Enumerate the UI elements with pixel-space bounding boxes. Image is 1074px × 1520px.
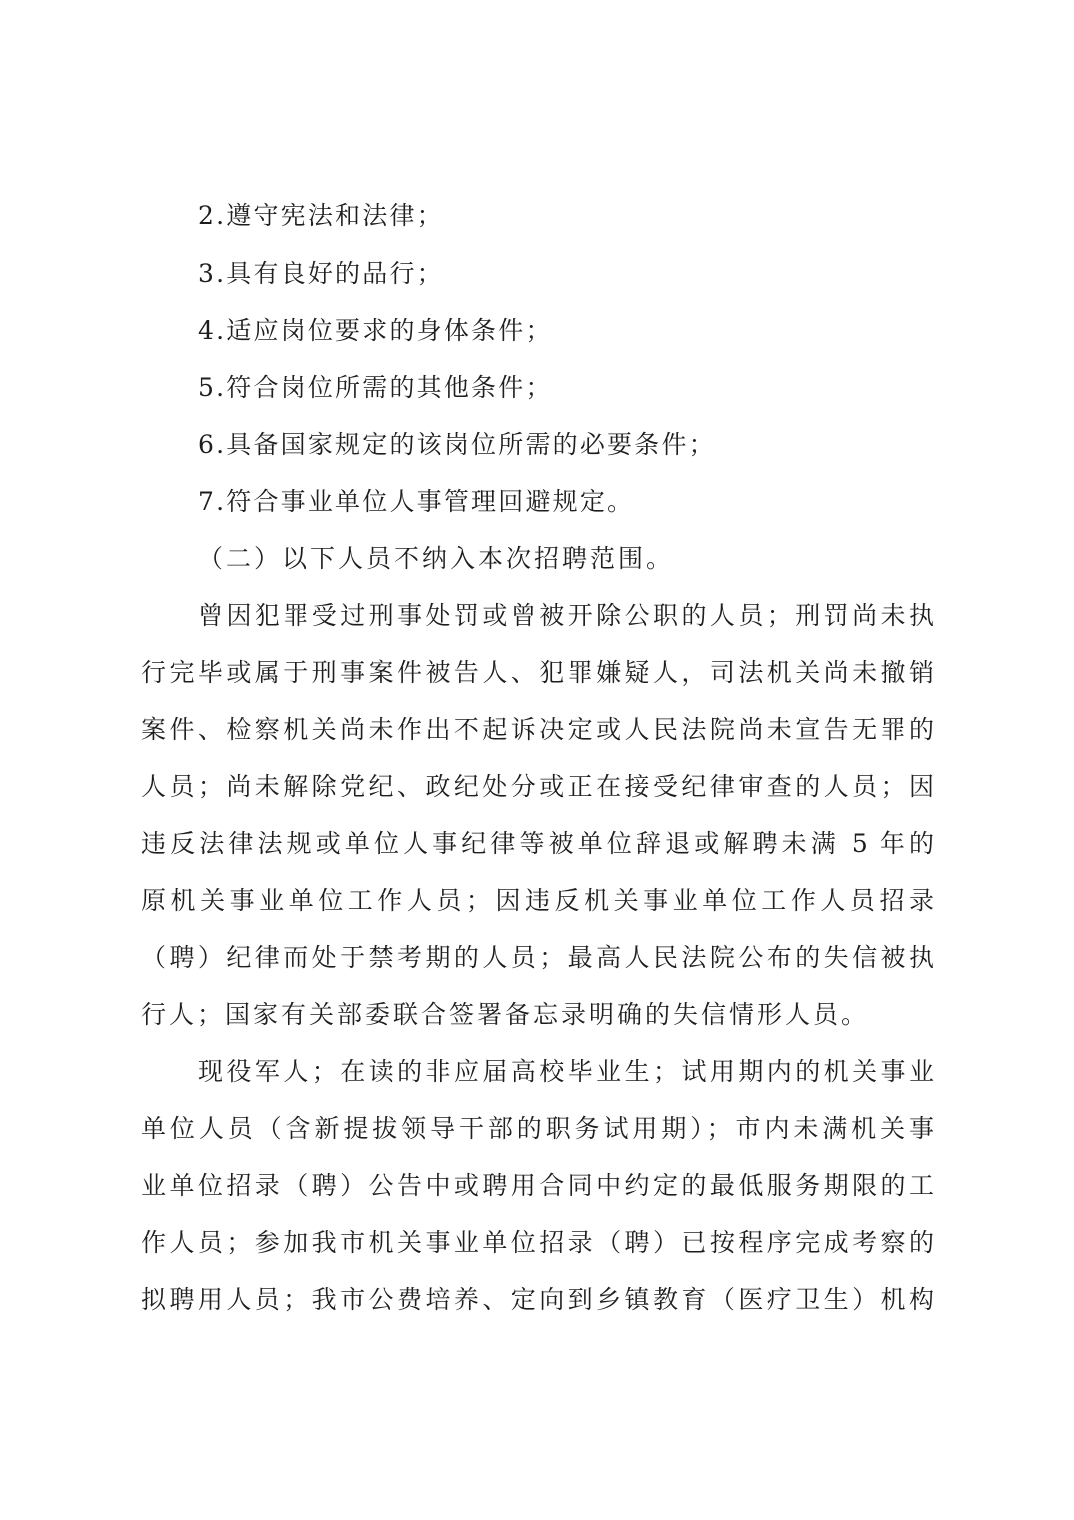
list-item-5: 5.符合岗位所需的其他条件； (198, 373, 553, 402)
paragraph-1-line: （聘）纪律而处于禁考期的人员；最高人民法院公布的失信被执 (141, 943, 934, 972)
paragraph-2-line: 业单位招录（聘）公告中或聘用合同中约定的最低服务期限的工 (141, 1171, 934, 1200)
paragraph-2-line: 拟聘用人员；我市公费培养、定向到乡镇教育（医疗卫生）机构 (141, 1285, 934, 1314)
list-item-2: 2.遵守宪法和法律； (198, 201, 444, 230)
paragraph-1-line: 行完毕或属于刑事案件被告人、犯罪嫌疑人，司法机关尚未撤销 (141, 658, 934, 687)
paragraph-1-line: 违反法律法规或单位人事纪律等被单位辞退或解聘未满 5 年的 (141, 829, 934, 858)
list-item-4: 4.适应岗位要求的身体条件； (198, 316, 553, 345)
paragraph-2-line: 作人员；参加我市机关事业单位招录（聘）已按程序完成考察的 (141, 1228, 934, 1257)
paragraph-2-line: 现役军人；在读的非应届高校毕业生；试用期内的机关事业 (198, 1057, 934, 1086)
list-item-6: 6.具备国家规定的该岗位所需的必要条件； (198, 430, 716, 459)
list-item-3: 3.具有良好的品行； (198, 259, 444, 288)
section-heading: （二）以下人员不纳入本次招聘范围。 (198, 544, 675, 573)
paragraph-1-line: 曾因犯罪受过刑事处罚或曾被开除公职的人员；刑罚尚未执 (198, 601, 934, 630)
paragraph-1-line: 人员；尚未解除党纪、政纪处分或正在接受纪律审查的人员；因 (141, 772, 934, 801)
paragraph-1-line: 行人；国家有关部委联合签署备忘录明确的失信情形人员。 (141, 1000, 870, 1029)
paragraph-1-line: 原机关事业单位工作人员；因违反机关事业单位工作人员招录 (141, 886, 934, 915)
paragraph-1-line: 案件、检察机关尚未作出不起诉决定或人民法院尚未宣告无罪的 (141, 715, 934, 744)
paragraph-2-line: 单位人员（含新提拔领导干部的职务试用期）；市内未满机关事 (141, 1114, 934, 1143)
list-item-7: 7.符合事业单位人事管理回避规定。 (198, 487, 635, 516)
